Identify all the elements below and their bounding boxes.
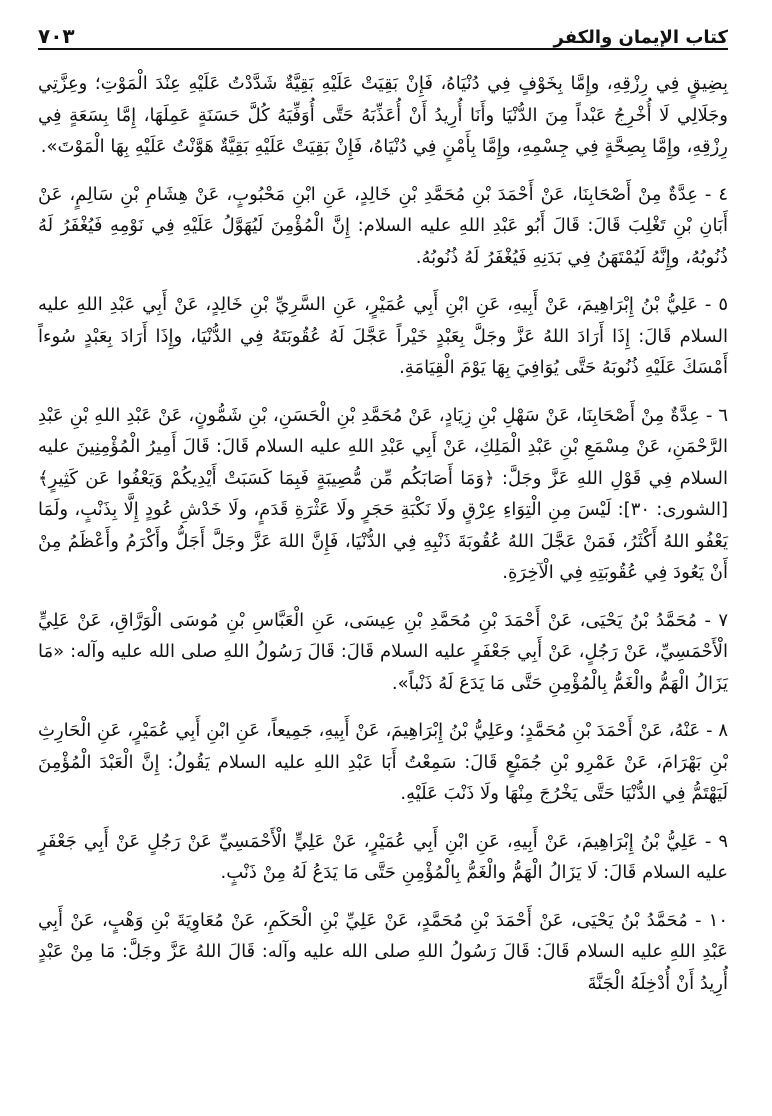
- page-header: [38, 8, 728, 50]
- hadith-9: ٩ - عَلِيُّ بْنُ إِبْرَاهِيمَ، عَنْ أَبِيهِ، عَنِ ابْنِ أَبِي عُمَيْرٍ، عَنْ عَلِيٍّ الْأَحْمَسِيِّ عَنْ رَجُلٍ عَنْ أَبِي جَعْفَرٍ عليه السلام قَالَ: لَا يَزَالُ الْهَمُّ والْغَمُّ بِالْمُؤْمِنِ حَتَّى مَا يَدَعُ لَهُ مِنْ ذَنْبٍ.: [38, 830, 728, 883]
- paragraph-continuation: بِضِيقٍ فِي رِزْقِهِ، وإِمَّا بِخَوْفٍ فِي دُنْيَاهُ، فَإِنْ بَقِيَتْ عَلَيْهِ بَقِيَّةٌ شَدَّدْتُ عَلَيْهِ عِنْدَ الْمَوْتِ؛ وعِزَّتِي وجَلَالِي لَا أُخْرِجُ عَبْداً مِنَ الدُّنْيَا وأَنَا أُرِيدُ أَنْ أُعَذِّبَهُ حَتَّى أُوَفِّيَهُ كُلَّ حَسَنَةٍ عَمِلَهَا، إِمَّا بِسَعَةٍ فِي رِزْقِهِ، وإِمَّا بِصِحَّةٍ فِي جِسْمِهِ، وإِمَّا بِأَمْنٍ فِي دُنْيَاهُ، فَإِنْ بَقِيَتْ عَلَيْهِ بَقِيَّةٌ هَوَّنْتُ عَلَيْهِ بِهَا الْمَوْتَ».: [38, 73, 728, 157]
- hadith-5: ٥ - عَلِيُّ بْنُ إِبْرَاهِيمَ، عَنْ أَبِيهِ، عَنِ ابْنِ أَبِي عُمَيْرٍ، عَنِ السَّرِيِّ بْنِ خَالِدٍ، عَنْ أَبِي عَبْدِ اللهِ عليه السلام قَالَ: إِذَا أَرَادَ اللهُ عَزَّ وجَلَّ بِعَبْدٍ خَيْراً عَجَّلَ لَهُ عُقُوبَتَهُ فِي الدُّنْيَا، وإِذَا أَرَادَ بِعَبْدٍ سُوءاً أَمْسَكَ عَلَيْهِ ذُنُوبَهُ حَتَّى يُوَافِيَ بِهَا يَوْمَ الْقِيَامَةِ.: [38, 294, 728, 378]
- hadith-6: ٦ - عِدَّةٌ مِنْ أَصْحَابِنَا، عَنْ سَهْلِ بْنِ زِيَادٍ، عَنْ مُحَمَّدِ بْنِ الْحَسَنِ، بْنِ شَمُّونٍ، عَنْ عَبْدِ اللهِ بْنِ عَبْدِ الرَّحْمَنِ، عَنْ مِسْمَعِ بْنِ عَبْدِ الْمَلِكِ، عَنْ أَبِي عَبْدِ اللهِ عليه السلام قَالَ: قَالَ أَمِيرُ الْمُؤْمِنِينَ عليه السلام فِي قَوْلِ اللهِ عَزَّ وجَلَّ: ﴿وَمَا أَصَابَكُم مِّن مُّصِيبَةٍ فَبِمَا كَسَبَتْ أَيْدِيكُمْ وَيَعْفُوا عَن كَثِيرٍ﴾ [الشورى: ٣٠]: لَيْسَ مِنِ الْتِوَاءِ عِرْقٍ ولَا نَكْبَةِ حَجَرٍ ولَا عَثْرَةِ قَدَمٍ، ولَا خَدْشِ عُودٍ إِلَّا بِذَنْبٍ، ولَمَا يَعْفُو اللهُ أَكْثَرُ، فَمَنْ عَجَّلَ اللهُ عُقُوبَةَ ذَنْبِهِ فِي الدُّنْيَا، فَإِنَّ اللهَ عَزَّ وجَلَّ أَجَلُّ وأَكْرَمُ وأَعْظَمُ مِنْ أَنْ يَعُودَ فِي عُقُوبَتِهِ فِي الْآخِرَةِ.: [38, 404, 728, 583]
- hadith-8: ٨ - عَنْهُ، عَنْ أَحْمَدَ بْنِ مُحَمَّدٍ؛ وعَلِيُّ بْنُ إِبْرَاهِيمَ، عَنْ أَبِيهِ، جَمِيعاً، عَنِ ابْنِ أَبِي عُمَيْرٍ، عَنِ الْحَارِثِ بْنِ بَهْرَامَ، عَنْ عَمْرِو بْنِ جُمَيْعٍ قَالَ: سَمِعْتُ أَبَا عَبْدِ اللهِ عليه السلام يَقُولُ: إِنَّ الْعَبْدَ الْمُؤْمِنَ لَيَهْتَمُّ فِي الدُّنْيَا حَتَّى يَخْرُجَ مِنْهَا ولَا ذَنْبَ عَلَيْهِ.: [38, 720, 728, 804]
- hadith-10: ١٠ - مُحَمَّدُ بْنُ يَحْيَى، عَنْ أَحْمَدَ بْنِ مُحَمَّدٍ، عَنْ عَلِيِّ بْنِ الْحَكَمِ، عَنْ مُعَاوِيَةَ بْنِ وَهْبٍ، عَنْ أَبِي عَبْدِ اللهِ عليه السلام قَالَ: قَالَ رَسُولُ اللهِ صلى الله عليه وآله: قَالَ اللهُ عَزَّ وجَلَّ: مَا مِنْ عَبْدٍ أُرِيدُ أَنْ أُدْخِلَهُ الْجَنَّةَ: [38, 909, 728, 994]
- hadith-7: ٧ - مُحَمَّدُ بْنُ يَحْيَى، عَنْ أَحْمَدَ بْنِ مُحَمَّدِ بْنِ عِيسَى، عَنِ الْعَبَّاسِ بْنِ مُوسَى الْوَرَّاقِ، عَنْ عَلِيٍّ الْأَحْمَسِيِّ، عَنْ رَجُلٍ، عَنْ أَبِي جَعْفَرٍ عليه السلام قَالَ: قَالَ رَسُولُ اللهِ صلى الله عليه وآله: «مَا يَزَالُ الْهَمُّ والْغَمُّ بِالْمُؤْمِنِ حَتَّى مَا يَدَعَ لَهُ ذَنْباً».: [38, 609, 728, 694]
- book-title: كتاب الإيمان والكفر: [553, 27, 728, 48]
- page-body: [38, 68, 728, 999]
- hadith-4: ٤ - عِدَّةٌ مِنْ أَصْحَابِنَا، عَنْ أَحْمَدَ بْنِ مُحَمَّدِ بْنِ خَالِدٍ، عَنِ ابْنِ مَحْبُوبٍ، عَنْ هِشَامِ بْنِ سَالِمٍ، عَنْ أَبَانِ بْنِ تَغْلِبَ قَالَ: قَالَ أَبُو عَبْدِ اللهِ عليه السلام: إِنَّ الْمُؤْمِنَ لَيُهَوَّلُ عَلَيْهِ فِي نَوْمِهِ فَيُغْفَرُ لَهُ ذُنُوبُهُ، وإِنَّهُ لَيُمْتَهَنُ فِي بَدَنِهِ فَيُغْفَرُ لَهُ ذُنُوبُهُ.: [38, 183, 728, 268]
- page-number: ٧٠٣: [38, 24, 75, 48]
